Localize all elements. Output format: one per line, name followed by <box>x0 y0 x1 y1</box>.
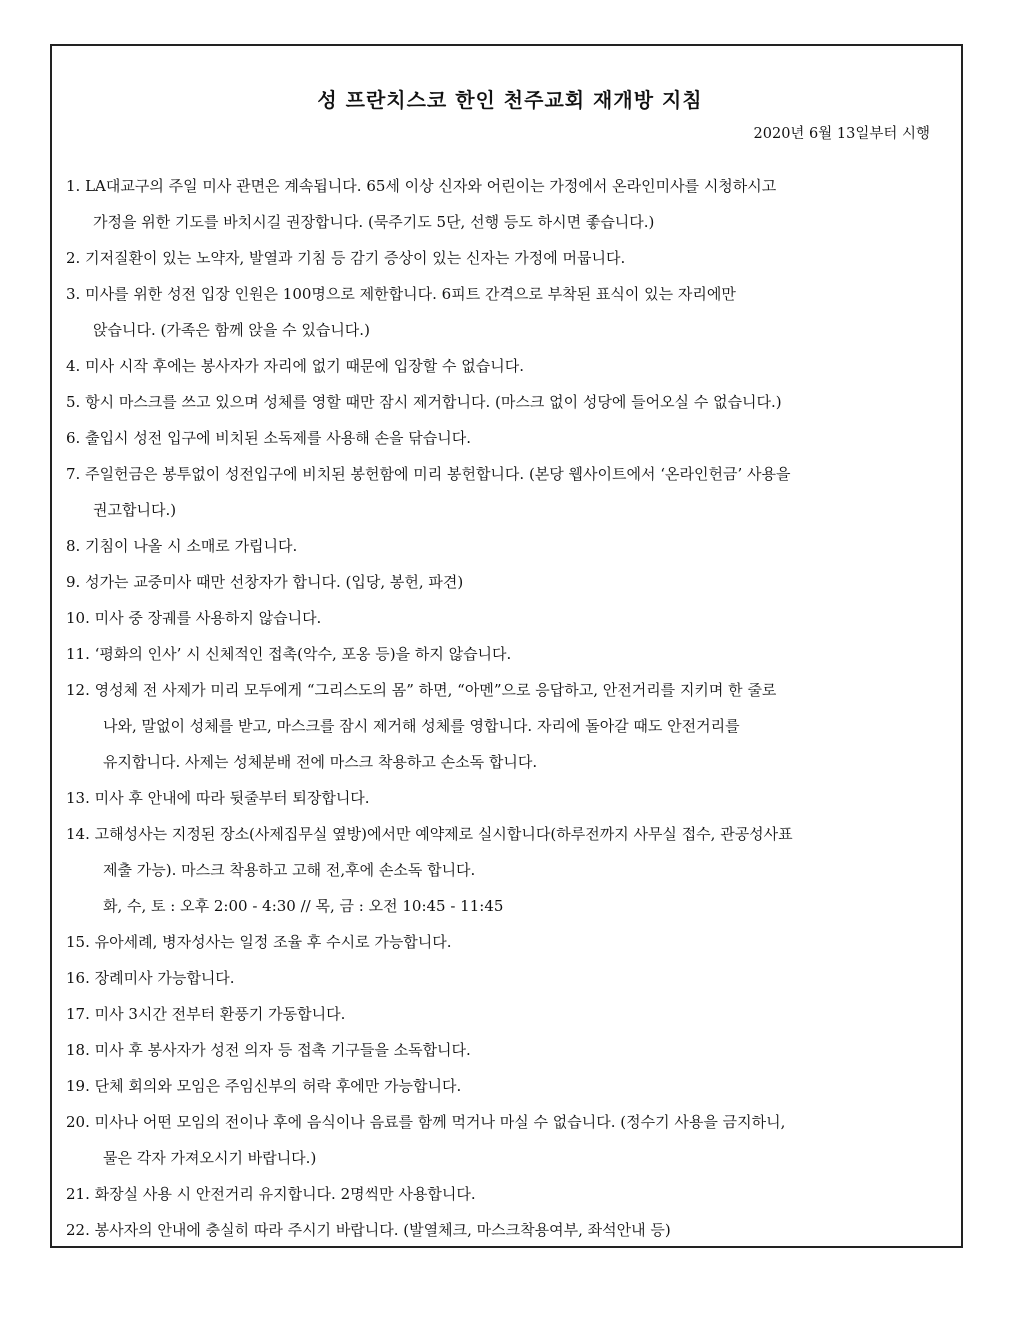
guideline-text: 15. 유아세례, 병자성사는 일정 조율 후 수시로 가능합니다. <box>66 933 452 951</box>
guideline-text: 21. 화장실 사용 시 안전거리 유지합니다. 2명씩만 사용합니다. <box>66 1185 476 1203</box>
guideline-text-continued: 앉습니다. (가족은 함께 앉을 수 있습니다.) <box>93 321 370 339</box>
guideline-text: 1. LA대교구의 주일 미사 관면은 계속됩니다. 65세 이상 신자와 어린이는 가정에서 온라인미사를 시청하시고 <box>66 177 777 195</box>
guideline-text-continued: 나와, 말없이 성체를 받고, 마스크를 잠시 제거해 성체를 영합니다. 자리에 돌아갈 때도 안전거리를 <box>103 717 740 735</box>
guideline-item <box>66 924 946 960</box>
guideline-item <box>66 1212 946 1248</box>
guideline-text: 13. 미사 후 안내에 따라 뒷줄부터 퇴장합니다. <box>66 789 370 807</box>
guideline-text: 20. 미사나 어떤 모임의 전이나 후에 음식이나 음료를 함께 먹거나 마실 수 없습니다. (정수기 사용을 금지하니, <box>66 1113 786 1131</box>
guideline-item <box>66 384 946 420</box>
guideline-text: 6. 출입시 성전 입구에 비치된 소독제를 사용해 손을 닦습니다. <box>66 429 471 447</box>
guideline-text-continued: 권고합니다.) <box>93 501 177 519</box>
guideline-item <box>66 672 946 780</box>
guideline-item <box>66 456 946 528</box>
guideline-item <box>66 420 946 456</box>
guideline-item <box>66 996 946 1032</box>
guideline-text: 19. 단체 회의와 모임은 주임신부의 허락 후에만 가능합니다. <box>66 1077 462 1095</box>
guideline-list <box>66 168 946 1248</box>
guideline-text-continued: 물은 각자 가져오시기 바랍니다.) <box>103 1149 317 1167</box>
guideline-text: 7. 주일헌금은 봉투없이 성전입구에 비치된 봉헌함에 미리 봉헌합니다. (본당 웹사이트에서 ‘온라인헌금’ 사용을 <box>66 465 791 483</box>
guideline-item <box>66 168 946 240</box>
guideline-item <box>66 240 946 276</box>
guideline-text: 12. 영성체 전 사제가 미리 모두에게 “그리스도의 몸” 하면, “아멘”으로 응답하고, 안전거리를 지키며 한 줄로 <box>66 681 777 699</box>
guideline-text: 22. 봉사자의 안내에 충실히 따라 주시기 바랍니다. (발열체크, 마스크착용여부, 좌석안내 등) <box>66 1221 671 1239</box>
guideline-item <box>66 960 946 996</box>
guideline-text: 3. 미사를 위한 성전 입장 인원은 100명으로 제한합니다. 6피트 간격으로 부착된 표식이 있는 자리에만 <box>66 285 736 303</box>
guideline-text: 9. 성가는 교중미사 때만 선창자가 합니다. (입당, 봉헌, 파견) <box>66 573 464 591</box>
guideline-item <box>66 276 946 348</box>
document-title: 성 프란치스코 한인 천주교회 재개방 지침 <box>317 88 703 112</box>
guideline-text: 14. 고해성사는 지정된 장소(사제집무실 옆방)에서만 예약제로 실시합니다(하루전까지 사무실 접수, 관공성사표 <box>66 825 793 843</box>
guideline-text-continued: 제출 가능). 마스크 착용하고 고해 전,후에 손소독 합니다. <box>103 861 476 879</box>
guideline-text: 17. 미사 3시간 전부터 환풍기 가동합니다. <box>66 1005 346 1023</box>
guideline-text: 8. 기침이 나올 시 소매로 가립니다. <box>66 537 298 555</box>
guideline-text: 5. 항시 마스크를 쓰고 있으며 성체를 영할 때만 잠시 제거합니다. (마스크 없이 성당에 들어오실 수 없습니다.) <box>66 393 782 411</box>
guideline-item <box>66 564 946 600</box>
guideline-item <box>66 1032 946 1068</box>
guideline-text: 10. 미사 중 장궤를 사용하지 않습니다. <box>66 609 322 627</box>
guideline-item <box>66 816 946 924</box>
guideline-text-continued: 화, 수, 토 : 오후 2:00 - 4:30 // 목, 금 : 오전 10:45 - 11:45 <box>103 897 504 915</box>
guideline-item <box>66 636 946 672</box>
guideline-text: 18. 미사 후 봉사자가 성전 의자 등 접촉 기구들을 소독합니다. <box>66 1041 471 1059</box>
guideline-text: 2. 기저질환이 있는 노약자, 발열과 기침 등 감기 증상이 있는 신자는 가정에 머뭅니다. <box>66 249 626 267</box>
guideline-item <box>66 528 946 564</box>
guideline-text: 16. 장례미사 가능합니다. <box>66 969 235 987</box>
guideline-text-continued: 유지합니다. 사제는 성체분배 전에 마스크 착용하고 손소독 합니다. <box>103 753 538 771</box>
guideline-text: 4. 미사 시작 후에는 봉사자가 자리에 없기 때문에 입장할 수 없습니다. <box>66 357 524 375</box>
guideline-item <box>66 1104 946 1176</box>
guideline-text-continued: 가정을 위한 기도를 바치시길 권장합니다. (묵주기도 5단, 선행 등도 하시면 좋습니다.) <box>93 213 655 231</box>
guideline-item <box>66 1068 946 1104</box>
guideline-item <box>66 780 946 816</box>
guideline-text: 11. ‘평화의 인사’ 시 신체적인 접촉(악수, 포옹 등)을 하지 않습니다. <box>66 645 512 663</box>
guideline-item <box>66 600 946 636</box>
guideline-item <box>66 1176 946 1212</box>
guideline-item <box>66 348 946 384</box>
effective-date: 2020년 6월 13일부터 시행 <box>753 126 930 142</box>
